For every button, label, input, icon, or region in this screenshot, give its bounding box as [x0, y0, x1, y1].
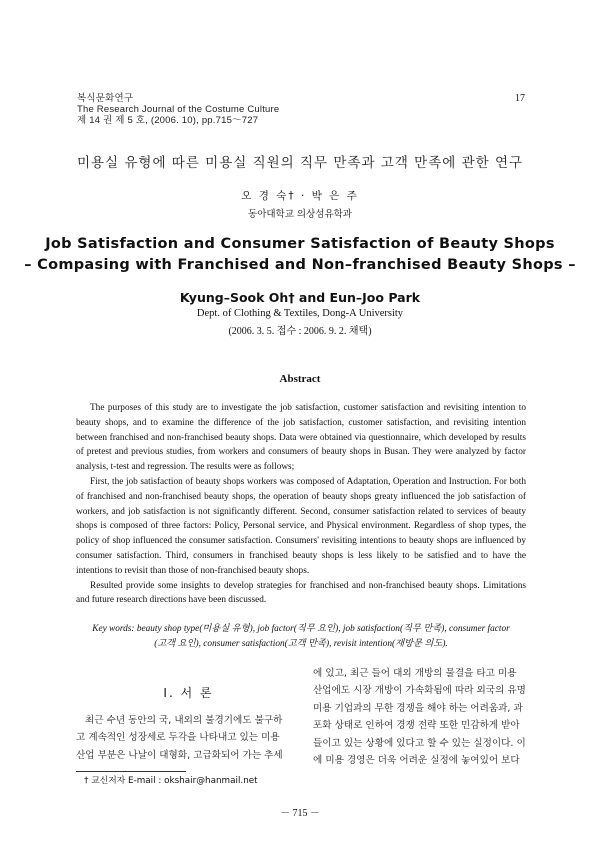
journal-name-korean: 복식문화연구: [77, 93, 134, 104]
body-line: 미용 기업과의 무한 경쟁을 해야 하는 어려움과, 과: [313, 702, 523, 714]
english-title-line-1: Job Satisfaction and Consumer Satisfaction of Beauty Shops: [45, 236, 555, 252]
abstract-body: [76, 401, 526, 608]
korean-authors: 오 경 숙† · 박 은 주: [241, 190, 359, 202]
body-column-left: [76, 712, 301, 764]
keywords-line: (고객 요인), consumer satisfaction(고객 만족), revisit intention(재방문 의도).: [154, 639, 448, 649]
section-heading-introduction: Ⅰ. 서 론: [163, 686, 214, 700]
keywords-line: Key words: beauty shop type(미용실 유형), job factor(직무 요인), job satisfaction(직무 만족), consumer factor: [92, 624, 510, 634]
english-title-line-2: – Compasing with Franchised and Non–franchised Beauty Shops –: [24, 257, 576, 273]
abstract-paragraph: The purposes of this study are to investigate the job satisfaction, customer satisfaction and revisiting intention to beauty shops, and to examine the difference of the job satisfaction, customer satisfaction, and revisiting intention between franchised and non-franchised beauty shops. Data were obtained via questionnaire, which developed by results of pretest and previous studies, from workers and consumers of beauty shops in Busan. They were analyzed by factor analysis, t-test and regression. The results were as follows;: [76, 403, 526, 473]
body-column-right: [313, 665, 526, 769]
keywords: [76, 622, 526, 652]
page-number-top: 17: [515, 93, 525, 104]
english-affiliation: Dept. of Clothing & Textiles, Dong-A University: [196, 308, 404, 319]
abstract-heading: Abstract: [279, 373, 321, 385]
abstract-paragraph: First, the job satisfaction of beauty shops workers was composed of Adaptation, Operation and Instruction. For both of franchised and non-franchised beauty shops, the operation of beauty shops greaty influenced the job satisfaction of workers, and job satisfaction is not significantly different. Second, consumer satisfaction related to services of beauty shops is composed of three factors: Policy, Personal service, and Physical environment. Regardless of shop types, the policy of shop influenced the consumer satisfaction. Consumers' revisiting intentions to beauty shops are influenced by consumer satisfaction. Third, consumers in franchised beauty shops is less likely to be satisfied and to have the intentions to revisit than those of non-franchised beauty shops.: [76, 476, 526, 576]
body-line: 최근 수년 동안의 국, 내외의 불경기에도 불구하: [85, 715, 283, 726]
body-line: 고 계속적인 성장세로 두각을 나타내고 있는 미용: [76, 732, 280, 744]
body-line: 에 미용 경영은 더욱 어려운 실정에 놓여있어 보다: [313, 755, 520, 767]
journal-name-english: The Research Journal of the Costume Culture: [77, 104, 280, 115]
body-line: 에 있고, 최근 들어 대외 개방의 물결을 타고 미용: [313, 668, 517, 679]
abstract-paragraph: Resulted provide some insights to develop strategies for franchised and non-franchised beauty shops. Limitations and future research directions have been discussed.: [76, 580, 526, 606]
body-line: 포화 상태로 인하여 경쟁 전략 또한 민감하게 받아: [313, 720, 520, 732]
body-line: 산업에도 시장 개방이 가속화됨에 따라 외국의 유명: [313, 685, 526, 697]
received-accepted-dates: (2006. 3. 5. 접수 : 2006. 9. 2. 채택): [228, 326, 372, 337]
body-line: 산업 부분은 나날이 대형화, 고급화되어 가는 추세: [76, 749, 283, 761]
korean-title: 미용실 유형에 따른 미용실 직원의 직무 만족과 고객 만족에 관한 연구: [76, 155, 524, 171]
body-line: 들이고 있는 상황에 있다고 할 수 있는 실정이다. 이: [313, 737, 526, 749]
english-authors: Kyung–Sook Oh† and Eun–Joo Park: [179, 290, 421, 305]
korean-affiliation: 동아대학교 의상섬유학과: [248, 209, 352, 220]
journal-volume: 제 14 권 제 5 호, (2006. 10), pp.715～727: [77, 115, 259, 126]
page-number-bottom: － 715 －: [280, 808, 320, 819]
footnote-divider: [76, 771, 186, 772]
corresponding-author-footnote: † 교신저자 E-mail : okshair@hanmail.net: [84, 776, 258, 786]
